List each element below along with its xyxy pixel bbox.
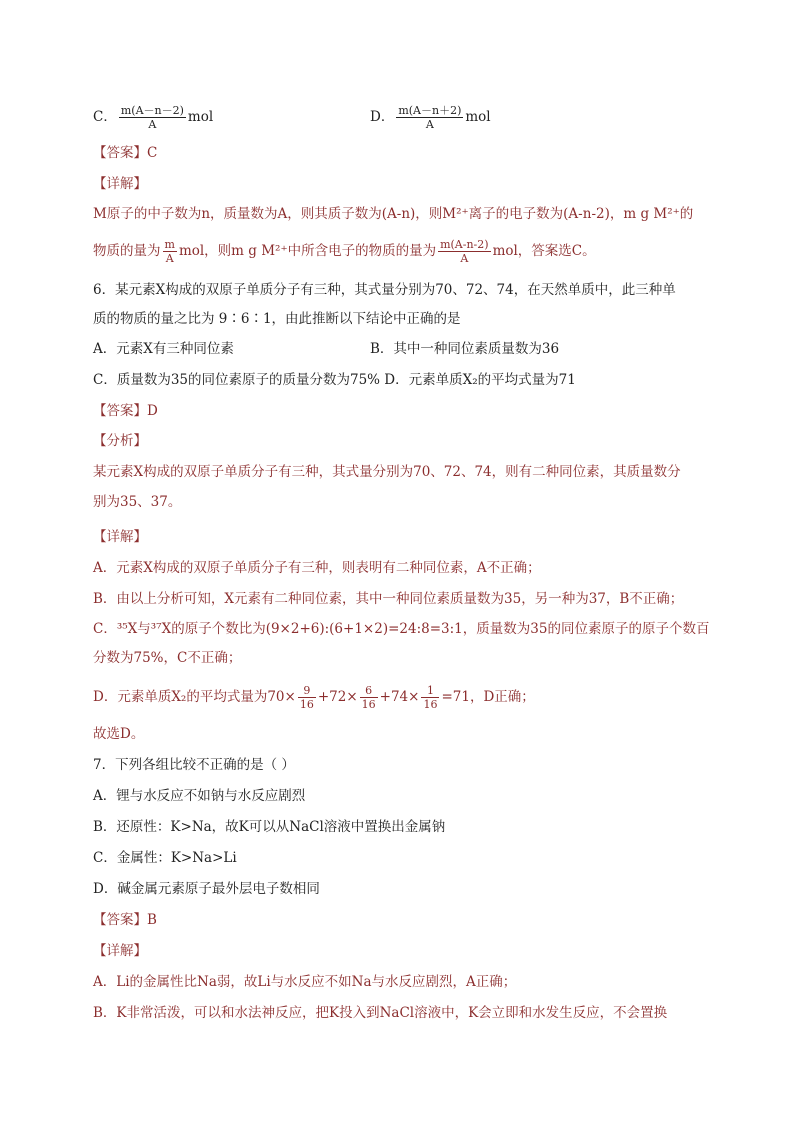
q6-detail-c2: 分数为75%，C不正确； [93, 650, 242, 666]
denominator: A [148, 118, 157, 131]
denominator: A [165, 252, 174, 265]
q7-stem: 7．下列各组比较不正确的是（ ） [93, 757, 295, 773]
fraction [396, 104, 463, 131]
numerator: m(A－n＋2) [398, 104, 462, 117]
numerator: 9 [298, 684, 316, 698]
numerator: 6 [360, 684, 378, 698]
denominator: A [425, 118, 434, 131]
unit: mol [465, 109, 491, 125]
fraction [438, 238, 490, 265]
q5-answer [93, 143, 157, 163]
q6-analysis-tag: 【分析】 [93, 433, 147, 449]
text: =71，D正确； [441, 689, 535, 705]
numerator: m(A－n－2) [120, 104, 184, 117]
q6-option-a: A．元素X有三种同位素 [93, 341, 234, 357]
q7-detail-a: A．Li的金属性比Na弱，故Li与水反应不如Na与水反应剧烈，A正确； [93, 974, 517, 990]
q7-option-c: C．金属性：K>Na>Li [93, 850, 237, 866]
fraction [421, 684, 439, 711]
text: mol，则m g M²⁺中所含电子的物质的量为 [178, 243, 437, 259]
q7-detail-b: B．K非常活泼，可以和水法神反应，把K投入到NaCl溶液中，K会立即和水发生反应，不会置换 [93, 1005, 668, 1021]
answer-tag: 【答案】 [93, 912, 147, 928]
q6-option-b: B．其中一种同位素质量数为36 [370, 341, 560, 357]
q6-option-cd: C．质量数为35的同位素原子的质量分数为75% D．元素单质X₂的平均式量为71 [93, 372, 576, 388]
q6-analysis-line2: 别为35、37。 [93, 494, 182, 510]
q6-analysis-line1: 某元素X构成的双原子单质分子有三种，其式量分别为70、72、74，则有二种同位素，其质量数分 [93, 464, 681, 480]
q6-detail-c1: C．³⁵X与³⁷X的原子个数比为(9×2+6):(6+1×2)=24:8=3:1，质量数为35的同位素原子的原子个数百 [93, 621, 710, 637]
answer-tag: 【答案】 [93, 145, 147, 161]
denominator: 16 [423, 698, 438, 711]
answer-value: B [147, 912, 157, 928]
fraction [119, 104, 186, 131]
denominator: 16 [361, 698, 376, 711]
answer-value: C [147, 145, 158, 161]
q5-option-c [93, 104, 213, 131]
q6-detail-tag: 【详解】 [93, 529, 147, 545]
q5-detail-tag: 【详解】 [93, 176, 147, 192]
text: 物质的量为 [93, 243, 161, 259]
q7-answer [93, 910, 157, 930]
q6-detail-b: B．由以上分析可知，X元素有二种同位素，其中一种同位素质量数为35，另一种为37，B不正确； [93, 591, 684, 607]
numerator: m [164, 238, 175, 251]
q5-option-d [370, 104, 491, 131]
q7-option-d: D．碱金属元素原子最外层电子数相同 [93, 881, 320, 897]
answer-value: D [147, 403, 158, 419]
q5-detail-line2 [93, 238, 596, 265]
text: +72× [317, 689, 358, 705]
option-label: D． [370, 109, 395, 125]
q6-conclusion: 故选D。 [93, 726, 145, 742]
q6-detail-a: A．元素X构成的双原子单质分子有三种，则表明有二种同位素，A不正确； [93, 560, 541, 576]
fraction [360, 684, 378, 711]
q6-stem-line2: 质的物质的量之比为 9∶6∶1，由此推断以下结论中正确的是 [93, 311, 461, 327]
text: mol，答案选C。 [492, 243, 596, 259]
denominator: A [460, 252, 469, 265]
text: +74× [379, 689, 420, 705]
fraction [298, 684, 316, 711]
unit: mol [187, 109, 214, 125]
q5-detail-line1: M原子的中子数为n，质量数为A，则其质子数为(A-n)，则M²⁺离子的电子数为(A-n-2)，m g M²⁺的 [93, 206, 694, 222]
denominator: 16 [299, 698, 314, 711]
q7-option-b: B．还原性：K>Na，故K可以从NaCl溶液中置换出金属钠 [93, 819, 446, 835]
q6-stem-line1: 6．某元素X构成的双原子单质分子有三种，其式量分别为70、72、74，在天然单质中，此三种单 [93, 282, 676, 298]
fraction [163, 238, 177, 265]
numerator: m(A-n-2) [440, 238, 489, 251]
text: D．元素单质X₂的平均式量为70× [93, 689, 296, 705]
answer-tag: 【答案】 [93, 403, 147, 419]
q6-answer [93, 401, 158, 421]
option-label: C． [93, 109, 117, 125]
q6-detail-d [93, 684, 535, 711]
numerator: 1 [421, 684, 439, 698]
q7-detail-tag: 【详解】 [93, 943, 147, 959]
q7-option-a: A．锂与水反应不如钠与水反应剧烈 [93, 788, 306, 804]
